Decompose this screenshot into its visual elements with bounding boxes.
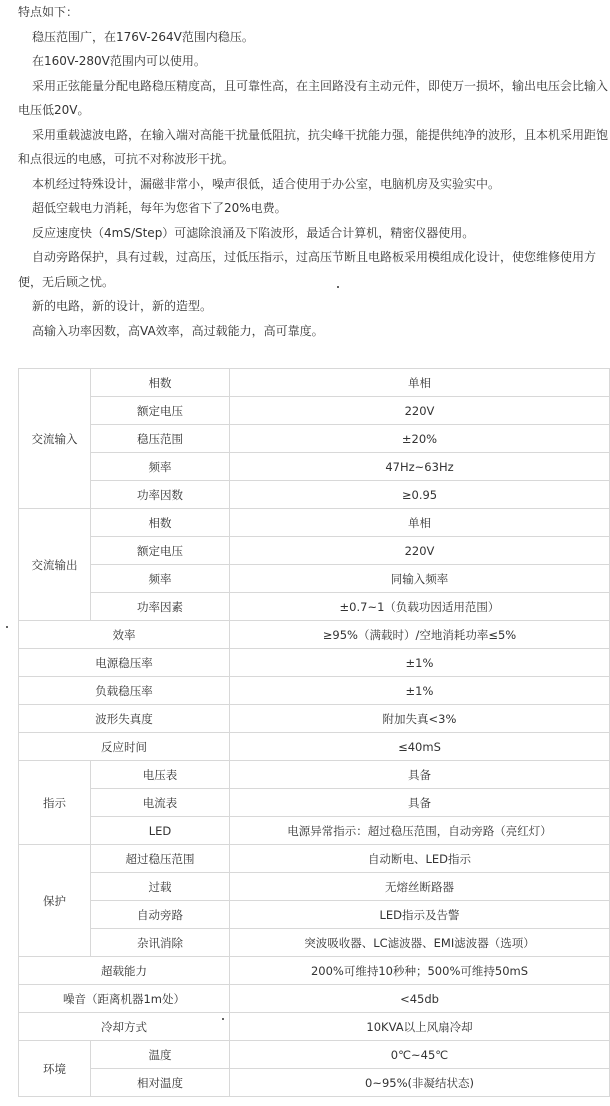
param-cell: 功率因素	[91, 593, 230, 621]
feature-line: 本机经过特殊设计，漏磁非常小，噪声很低，适合使用于办公室，电脑机房及实验实中。	[32, 176, 501, 191]
param-cell: 功率因数	[91, 481, 230, 509]
param-cell: LED	[91, 817, 230, 845]
value-cell: LED指示及告警	[230, 901, 610, 929]
table-row	[19, 369, 610, 397]
param-cell: 额定电压	[91, 397, 230, 425]
table-row	[19, 733, 610, 761]
table-row	[19, 817, 610, 845]
table-row	[19, 593, 610, 621]
table-row	[19, 397, 610, 425]
spec-table-wrapper	[18, 368, 609, 1097]
feature-line: 在160V-280V范围内可以使用。	[32, 54, 206, 68]
feature-line: 电压低20V。	[18, 103, 90, 117]
table-row	[19, 873, 610, 901]
value-cell: 电源异常指示：超过稳压范围，自动旁路（亮红灯）	[230, 817, 610, 845]
param-cell: 频率	[91, 453, 230, 481]
stray-dot	[6, 626, 8, 628]
param-cell: 电压表	[91, 761, 230, 789]
feature-line: 和点很远的电感，可抗不对称波形干扰。	[18, 152, 235, 166]
param-cell: 波形失真度	[19, 705, 230, 733]
group-cell: 保护	[19, 845, 91, 957]
value-cell: ≥0.95	[230, 481, 610, 509]
value-cell: 220V	[230, 537, 610, 565]
value-cell: ≤40mS	[230, 733, 610, 761]
table-row	[19, 957, 610, 985]
value-cell: 0~95%(非凝结状态)	[230, 1069, 610, 1097]
value-cell: ±0.7~1（负载功因适用范围）	[230, 593, 610, 621]
features-title: 特点如下：	[18, 5, 79, 19]
param-cell: 相数	[91, 509, 230, 537]
table-row	[19, 649, 610, 677]
table-row	[19, 677, 610, 705]
param-cell: 温度	[91, 1041, 230, 1069]
table-row	[19, 985, 610, 1013]
param-cell: 额定电压	[91, 537, 230, 565]
table-row	[19, 1013, 610, 1041]
param-cell: 过载	[91, 873, 230, 901]
table-row	[19, 761, 610, 789]
feature-line: 超低空载电力消耗，每年为您省下了20%电费。	[32, 201, 287, 215]
group-cell: 指示	[19, 761, 91, 845]
param-cell: 效率	[19, 621, 230, 649]
table-row	[19, 621, 610, 649]
value-cell: 突波吸收器、LC滤波器、EMI滤波器（选项）	[230, 929, 610, 957]
value-cell: 0℃~45℃	[230, 1041, 610, 1069]
feature-line: 高输入功率因数，高VA效率，高过载能力，高可靠度。	[32, 323, 324, 338]
table-row	[19, 509, 610, 537]
table-row	[19, 481, 610, 509]
value-cell: <45db	[230, 985, 610, 1013]
table-row	[19, 1041, 610, 1069]
param-cell: 频率	[91, 565, 230, 593]
stray-dot	[337, 286, 339, 288]
value-cell: ≥95%（满载时）/空地消耗功率≤5%	[230, 621, 610, 649]
value-cell: 具备	[230, 761, 610, 789]
spec-table	[18, 368, 610, 1097]
feature-line: 自动旁路保护，具有过载，过高压，过低压指示，过高压节断且电路板采用模组成化设计，使您维修使用方	[32, 250, 597, 264]
feature-line: 采用正弦能量分配电路稳压精度高，且可靠性高，在主回路没有主动元件，即使万一损坏，输出电压会比输入	[32, 78, 609, 93]
feature-line: 采用重载滤波电路，在输入端对高能干扰量低阻抗，抗尖峰干扰能力强，能提供纯净的波形，且本机采用距饱	[32, 127, 609, 142]
value-cell: 同输入频率	[230, 565, 610, 593]
group-cell: 交流输入	[19, 369, 91, 509]
param-cell: 噪音（距离机器1m处）	[19, 985, 230, 1013]
table-row	[19, 929, 610, 957]
param-cell: 电流表	[91, 789, 230, 817]
param-cell: 负载稳压率	[19, 677, 230, 705]
table-row	[19, 425, 610, 453]
feature-line: 新的电路，新的设计，新的造型。	[32, 299, 213, 313]
param-cell: 相数	[91, 369, 230, 397]
param-cell: 稳压范围	[91, 425, 230, 453]
value-cell: 附加失真<3%	[230, 705, 610, 733]
param-cell: 超载能力	[19, 957, 230, 985]
value-cell: 220V	[230, 397, 610, 425]
value-cell: 单相	[230, 509, 610, 537]
param-cell: 相对温度	[91, 1069, 230, 1097]
table-row	[19, 565, 610, 593]
group-cell: 交流输出	[19, 509, 91, 621]
param-cell: 冷却方式	[19, 1013, 230, 1041]
table-row	[19, 845, 610, 873]
table-row	[19, 453, 610, 481]
value-cell: ±1%	[230, 649, 610, 677]
param-cell: 自动旁路	[91, 901, 230, 929]
table-row	[19, 1069, 610, 1097]
features-intro	[0, 0, 610, 343]
value-cell: 单相	[230, 369, 610, 397]
value-cell: 自动断电、LED指示	[230, 845, 610, 873]
feature-line: 稳压范围广，在176V-264V范围内稳压。	[32, 29, 254, 44]
group-cell: 环境	[19, 1041, 91, 1097]
table-row	[19, 901, 610, 929]
param-cell: 电源稳压率	[19, 649, 230, 677]
param-cell: 超过稳压范围	[91, 845, 230, 873]
value-cell: 200%可维持10秒种；500%可维持50mS	[230, 957, 610, 985]
value-cell: 47Hz~63Hz	[230, 453, 610, 481]
value-cell: 10KVA以上风扇冷却	[230, 1013, 610, 1041]
table-row	[19, 537, 610, 565]
value-cell: ±1%	[230, 677, 610, 705]
value-cell: 无熔丝断路器	[230, 873, 610, 901]
feature-line: 便，无后顾之忧。	[18, 274, 115, 289]
param-cell: 杂讯消除	[91, 929, 230, 957]
table-row	[19, 789, 610, 817]
feature-line: 反应速度快（4mS/Step）可滤除浪涌及下陷波形，最适合计算机，精密仪器使用。	[32, 225, 475, 240]
table-row	[19, 705, 610, 733]
param-cell: 反应时间	[19, 733, 230, 761]
value-cell: 具备	[230, 789, 610, 817]
value-cell: ±20%	[230, 425, 610, 453]
